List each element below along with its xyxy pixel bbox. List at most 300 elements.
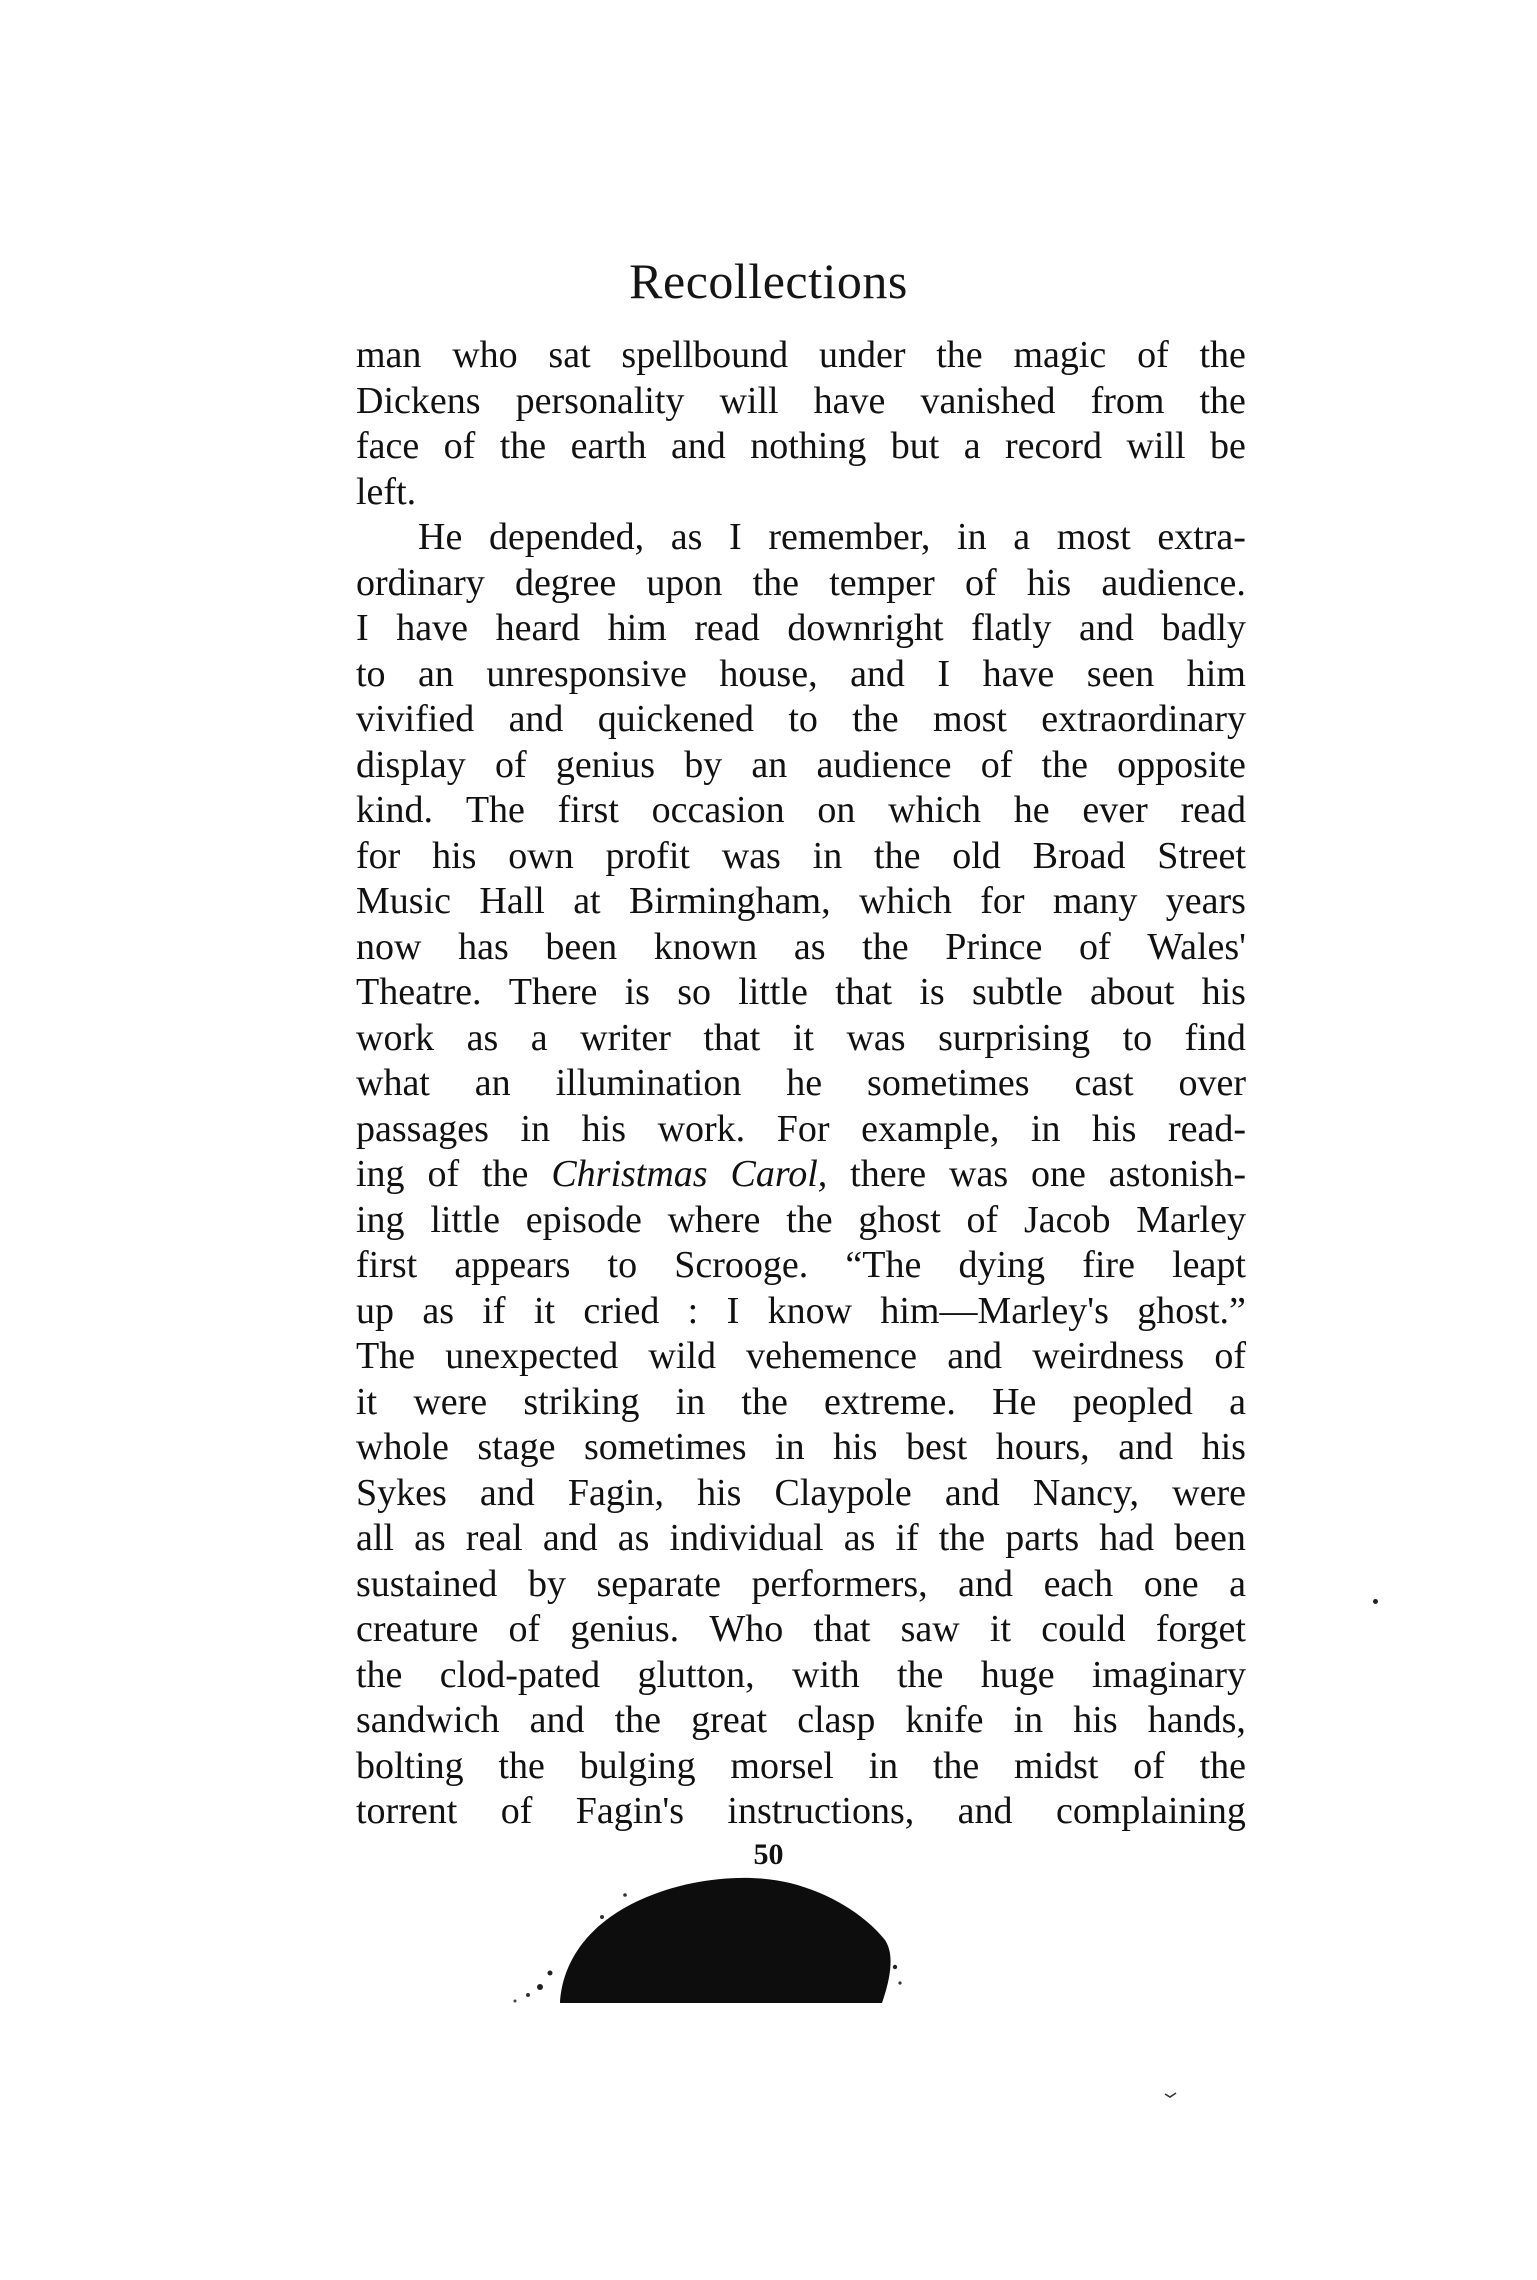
word: vivified bbox=[356, 698, 475, 740]
word: it bbox=[533, 1289, 556, 1332]
word: morsel bbox=[730, 1744, 834, 1787]
word: Fagin, bbox=[567, 1471, 664, 1514]
text-line bbox=[356, 1425, 1246, 1471]
word: and bbox=[958, 1562, 1014, 1605]
word: remember, bbox=[768, 516, 931, 558]
word: Birmingham, bbox=[629, 880, 831, 922]
word: him—Marley's bbox=[880, 1289, 1109, 1332]
word: illumination bbox=[555, 1062, 742, 1104]
word: and bbox=[850, 652, 905, 695]
word: great bbox=[691, 1699, 768, 1741]
word: his bbox=[1201, 971, 1246, 1013]
word: Hall bbox=[479, 880, 545, 922]
word: his bbox=[432, 834, 477, 877]
word: nothing bbox=[750, 425, 867, 467]
ink-speck bbox=[1373, 1599, 1378, 1604]
running-head: Recollections bbox=[629, 253, 908, 309]
word: episode bbox=[525, 1198, 642, 1241]
word: old bbox=[952, 834, 1001, 877]
word: to bbox=[356, 652, 386, 695]
word: of bbox=[427, 1153, 460, 1195]
word: known bbox=[653, 925, 758, 968]
word: instructions, bbox=[727, 1790, 915, 1832]
word: the bbox=[498, 1744, 545, 1787]
text-line bbox=[356, 515, 1246, 561]
word: which bbox=[888, 789, 982, 831]
word: best bbox=[906, 1426, 968, 1468]
word: dying bbox=[958, 1244, 1046, 1286]
word: ever bbox=[1082, 789, 1148, 831]
word: ing bbox=[356, 1198, 405, 1241]
text-line bbox=[356, 1471, 1246, 1517]
text-line bbox=[356, 1016, 1246, 1062]
text-line bbox=[356, 1607, 1246, 1653]
word: individual bbox=[669, 1517, 824, 1559]
word: years bbox=[1165, 880, 1246, 922]
word: quickened bbox=[597, 698, 754, 740]
word: earth bbox=[570, 425, 647, 467]
word: was bbox=[846, 1016, 906, 1059]
word: sometimes bbox=[583, 1426, 747, 1468]
word: the bbox=[614, 1699, 662, 1741]
word: for bbox=[356, 834, 401, 877]
word: by bbox=[527, 1562, 566, 1605]
text-line bbox=[356, 1061, 1246, 1107]
word: an bbox=[418, 652, 454, 695]
word: over bbox=[1178, 1062, 1246, 1104]
word: was bbox=[721, 834, 781, 877]
word: I bbox=[937, 652, 951, 695]
word: first bbox=[557, 789, 619, 831]
word: bulging bbox=[579, 1744, 696, 1787]
word: for bbox=[980, 880, 1025, 922]
word: wild bbox=[648, 1335, 716, 1377]
word: it bbox=[356, 1380, 378, 1423]
word: extra- bbox=[1157, 516, 1246, 558]
word: his bbox=[833, 1426, 878, 1468]
word: I bbox=[726, 1289, 740, 1332]
word: ghost bbox=[858, 1198, 941, 1241]
word: record bbox=[1005, 425, 1103, 467]
word: his bbox=[581, 1107, 627, 1150]
word: seen bbox=[1086, 652, 1155, 695]
word: occasion bbox=[651, 789, 785, 831]
word: were bbox=[413, 1380, 488, 1423]
word: unresponsive bbox=[486, 652, 687, 695]
word: Sykes bbox=[356, 1471, 447, 1514]
text-line bbox=[356, 1744, 1246, 1790]
word: little bbox=[738, 971, 808, 1013]
text-line bbox=[356, 379, 1246, 425]
word: as bbox=[793, 925, 826, 968]
word: the bbox=[938, 1517, 986, 1559]
word: in bbox=[812, 834, 843, 877]
word: to bbox=[1122, 1016, 1153, 1059]
word: sat bbox=[548, 334, 591, 376]
word: have bbox=[396, 607, 468, 649]
word: Fagin's bbox=[575, 1790, 684, 1832]
word: and bbox=[1078, 607, 1134, 649]
word: an bbox=[751, 743, 788, 786]
word: will bbox=[719, 379, 779, 422]
word: to bbox=[788, 698, 818, 740]
word: most bbox=[1056, 516, 1131, 558]
word: his bbox=[1092, 1107, 1137, 1150]
word: the bbox=[752, 561, 800, 604]
word: have bbox=[813, 379, 886, 422]
word: of bbox=[494, 743, 527, 786]
word: a bbox=[1229, 1380, 1246, 1423]
word: Scrooge. bbox=[674, 1244, 809, 1286]
word: Street bbox=[1157, 834, 1246, 877]
word: Wales' bbox=[1147, 925, 1246, 968]
word: there bbox=[850, 1153, 927, 1195]
word: and bbox=[542, 1517, 598, 1559]
word: he bbox=[786, 1062, 823, 1104]
word: find bbox=[1184, 1016, 1246, 1059]
text-line bbox=[356, 652, 1246, 698]
text-line bbox=[356, 333, 1246, 379]
text-line bbox=[356, 1243, 1246, 1289]
word: each bbox=[1043, 1562, 1114, 1605]
word: his bbox=[697, 1471, 742, 1514]
text-line bbox=[356, 1152, 1246, 1198]
word: degree bbox=[514, 561, 617, 604]
word: him bbox=[607, 607, 667, 649]
word: He bbox=[418, 516, 463, 558]
word: that bbox=[703, 1016, 761, 1059]
ink-mark-icon bbox=[1164, 2092, 1178, 2098]
word: display bbox=[356, 743, 466, 786]
word: who bbox=[452, 334, 518, 376]
text-line bbox=[356, 1380, 1246, 1426]
word: is bbox=[919, 971, 945, 1013]
word: separate bbox=[596, 1562, 721, 1605]
word: extreme. bbox=[824, 1380, 956, 1423]
word: saw bbox=[900, 1608, 960, 1650]
word: the bbox=[874, 834, 921, 877]
word: sandwich bbox=[356, 1699, 500, 1741]
word: in bbox=[1030, 1107, 1061, 1150]
text-line bbox=[356, 1334, 1246, 1380]
word: a bbox=[963, 425, 981, 467]
word: writer bbox=[580, 1016, 671, 1059]
word: now bbox=[356, 925, 422, 968]
word: with bbox=[792, 1653, 860, 1696]
word: There bbox=[508, 971, 598, 1013]
word: on bbox=[817, 789, 856, 831]
text-line bbox=[356, 743, 1246, 789]
word: the bbox=[936, 334, 983, 376]
text-line bbox=[356, 1789, 1246, 1835]
word: astonish- bbox=[1108, 1153, 1246, 1195]
word: were bbox=[1172, 1471, 1246, 1514]
word: his bbox=[1026, 561, 1072, 604]
word: parts bbox=[1005, 1517, 1080, 1559]
word: unexpected bbox=[445, 1335, 619, 1377]
word: heard bbox=[495, 607, 580, 649]
word: man bbox=[356, 334, 422, 376]
word: the bbox=[741, 1380, 788, 1423]
word: in bbox=[675, 1380, 706, 1423]
word: example, bbox=[861, 1107, 1000, 1150]
word: an bbox=[474, 1062, 511, 1104]
word: but bbox=[890, 425, 940, 467]
text-line bbox=[356, 606, 1246, 652]
word: be bbox=[1209, 425, 1246, 467]
word: For bbox=[776, 1107, 830, 1150]
word: as bbox=[843, 1517, 876, 1559]
word: by bbox=[684, 743, 723, 786]
word: He bbox=[992, 1380, 1037, 1423]
word: of bbox=[1133, 1744, 1165, 1787]
word: Jacob bbox=[1023, 1198, 1111, 1241]
word: which bbox=[858, 880, 952, 922]
word: hands, bbox=[1147, 1699, 1246, 1741]
word: badly bbox=[1161, 607, 1246, 649]
word: depended, bbox=[488, 516, 645, 558]
text-line bbox=[356, 470, 1246, 516]
word: passages bbox=[356, 1107, 489, 1150]
word: striking bbox=[523, 1380, 640, 1423]
text-line bbox=[356, 424, 1246, 470]
word: own bbox=[508, 834, 574, 877]
text-line bbox=[356, 1562, 1246, 1608]
word: as bbox=[617, 1517, 650, 1559]
word: the bbox=[852, 698, 899, 740]
word: Music bbox=[356, 880, 451, 922]
word: the bbox=[1199, 379, 1246, 422]
word: magic bbox=[1013, 334, 1107, 376]
word: audience. bbox=[1101, 561, 1246, 604]
word: house, bbox=[719, 652, 818, 695]
word: peopled bbox=[1072, 1380, 1193, 1423]
word: of bbox=[1214, 1335, 1246, 1377]
word: left. bbox=[356, 470, 417, 513]
word: read bbox=[1180, 789, 1246, 831]
word: vehemence bbox=[746, 1335, 918, 1377]
word: Nancy, bbox=[1032, 1471, 1140, 1514]
word: personality bbox=[515, 379, 685, 422]
body-text bbox=[356, 333, 1246, 1835]
word: read- bbox=[1167, 1107, 1246, 1150]
word: of bbox=[1078, 925, 1111, 968]
text-line bbox=[356, 1516, 1246, 1562]
word: in bbox=[775, 1426, 805, 1468]
word: work bbox=[356, 1016, 435, 1059]
word: as bbox=[414, 1517, 446, 1559]
word: the bbox=[786, 1198, 833, 1241]
word: genius bbox=[555, 743, 656, 786]
word: little bbox=[430, 1198, 500, 1241]
word: know bbox=[767, 1289, 853, 1332]
text-line bbox=[356, 834, 1246, 880]
word: downright bbox=[787, 607, 944, 649]
word: as bbox=[466, 1016, 499, 1059]
word: what bbox=[356, 1062, 430, 1104]
word: Carol, bbox=[730, 1153, 828, 1195]
word: in bbox=[957, 516, 987, 558]
word: and bbox=[947, 1335, 1003, 1377]
word: stage bbox=[477, 1426, 556, 1468]
word: leapt bbox=[1172, 1244, 1246, 1286]
text-line bbox=[356, 561, 1246, 607]
text-line bbox=[356, 1289, 1246, 1335]
word: been bbox=[1174, 1517, 1246, 1559]
word: complaining bbox=[1055, 1790, 1246, 1832]
word: in bbox=[520, 1107, 551, 1150]
word: torrent bbox=[356, 1790, 458, 1832]
word: huge bbox=[980, 1653, 1055, 1696]
text-line bbox=[356, 1653, 1246, 1699]
word: The bbox=[356, 1335, 416, 1377]
word: the bbox=[932, 1744, 980, 1787]
word: surprising bbox=[938, 1016, 1091, 1059]
word: it bbox=[792, 1016, 814, 1059]
word: sometimes bbox=[867, 1062, 1030, 1104]
word: is bbox=[624, 971, 650, 1013]
word: Claypole bbox=[774, 1471, 912, 1514]
word: in bbox=[868, 1744, 899, 1787]
word: midst bbox=[1014, 1744, 1099, 1787]
word: real bbox=[465, 1517, 523, 1559]
word: of bbox=[500, 1790, 533, 1832]
word: whole bbox=[356, 1426, 449, 1468]
word: will bbox=[1126, 425, 1186, 467]
word: that bbox=[813, 1608, 871, 1650]
word: a bbox=[1229, 1562, 1246, 1605]
word: first bbox=[356, 1244, 418, 1286]
word: and bbox=[670, 425, 726, 467]
word: Who bbox=[709, 1608, 784, 1650]
word: forget bbox=[1155, 1608, 1246, 1650]
word: I bbox=[729, 516, 742, 558]
word: glutton, bbox=[637, 1653, 755, 1696]
word: hours, bbox=[995, 1426, 1090, 1468]
text-line bbox=[356, 1198, 1246, 1244]
word: could bbox=[1041, 1608, 1126, 1650]
word: if bbox=[895, 1517, 919, 1559]
word: and bbox=[508, 698, 564, 740]
word: Prince bbox=[945, 925, 1043, 968]
word: The bbox=[465, 789, 525, 831]
word: his bbox=[1201, 1426, 1246, 1468]
ink-blot-icon bbox=[490, 1855, 910, 2005]
word: imaginary bbox=[1091, 1653, 1246, 1696]
word: the bbox=[862, 925, 909, 968]
word: under bbox=[818, 334, 906, 376]
word: of bbox=[1137, 334, 1169, 376]
word: as bbox=[670, 516, 703, 558]
word: bolting bbox=[356, 1744, 464, 1787]
word: one bbox=[1031, 1153, 1086, 1195]
word: ordinary bbox=[356, 561, 485, 604]
word: his bbox=[1073, 1699, 1118, 1741]
word: that bbox=[835, 971, 893, 1013]
page-number: 50 bbox=[753, 1838, 784, 1871]
word: in bbox=[1013, 1699, 1044, 1741]
word: up bbox=[356, 1289, 394, 1332]
word: Broad bbox=[1032, 834, 1126, 877]
word: and bbox=[529, 1699, 585, 1741]
word: of bbox=[443, 425, 476, 467]
word: cried bbox=[583, 1289, 660, 1332]
word: many bbox=[1052, 880, 1138, 922]
word: knife bbox=[905, 1699, 984, 1741]
word: : bbox=[687, 1289, 699, 1332]
word: “The bbox=[845, 1244, 922, 1286]
word: extraordinary bbox=[1041, 698, 1246, 740]
word: at bbox=[573, 880, 601, 922]
word: audience bbox=[816, 743, 952, 786]
word: the bbox=[499, 425, 547, 467]
word: and bbox=[1118, 1426, 1174, 1468]
word: vanished bbox=[920, 379, 1056, 422]
word: cast bbox=[1074, 1062, 1134, 1104]
word: appears bbox=[454, 1244, 571, 1286]
word: from bbox=[1090, 379, 1165, 422]
word: the bbox=[1041, 743, 1088, 786]
word: face bbox=[356, 425, 420, 467]
text-line bbox=[356, 788, 1246, 834]
word: him bbox=[1186, 652, 1246, 695]
word: as bbox=[422, 1289, 454, 1332]
word: flatly bbox=[971, 607, 1052, 649]
word: the bbox=[482, 1153, 529, 1195]
text-line bbox=[356, 1698, 1246, 1744]
word: so bbox=[677, 971, 711, 1013]
text-line bbox=[356, 970, 1246, 1016]
word: ing bbox=[356, 1153, 405, 1195]
word: sustained bbox=[356, 1562, 498, 1605]
word: the bbox=[1199, 1744, 1246, 1787]
word: I bbox=[356, 607, 369, 649]
word: Christmas bbox=[551, 1153, 708, 1195]
word: been bbox=[545, 925, 618, 968]
word: a bbox=[1013, 516, 1031, 558]
word: of bbox=[980, 743, 1013, 786]
word: had bbox=[1099, 1517, 1155, 1559]
word: opposite bbox=[1117, 743, 1246, 786]
word: if bbox=[482, 1289, 506, 1332]
word: Dickens bbox=[356, 379, 481, 422]
text-line bbox=[356, 879, 1246, 925]
word: all bbox=[356, 1517, 394, 1559]
word: clasp bbox=[797, 1699, 876, 1741]
word: was bbox=[949, 1153, 1009, 1195]
word: genius. bbox=[570, 1608, 680, 1650]
word: creature bbox=[356, 1608, 479, 1650]
word: of bbox=[966, 1198, 999, 1241]
word: and bbox=[957, 1790, 1013, 1832]
word: of bbox=[964, 561, 997, 604]
word: ghost.” bbox=[1137, 1289, 1246, 1332]
word: profit bbox=[605, 834, 690, 877]
word: most bbox=[933, 698, 1007, 740]
text-line bbox=[356, 697, 1246, 743]
word: the bbox=[356, 1653, 403, 1696]
word: fire bbox=[1082, 1244, 1135, 1286]
word: the bbox=[896, 1653, 944, 1696]
word: and bbox=[479, 1471, 535, 1514]
word: where bbox=[667, 1198, 761, 1241]
word: one bbox=[1143, 1562, 1199, 1605]
word: temper bbox=[829, 561, 935, 604]
word: spellbound bbox=[621, 334, 789, 376]
word: it bbox=[989, 1608, 1012, 1650]
word: has bbox=[458, 925, 509, 968]
text-line bbox=[356, 1107, 1246, 1153]
